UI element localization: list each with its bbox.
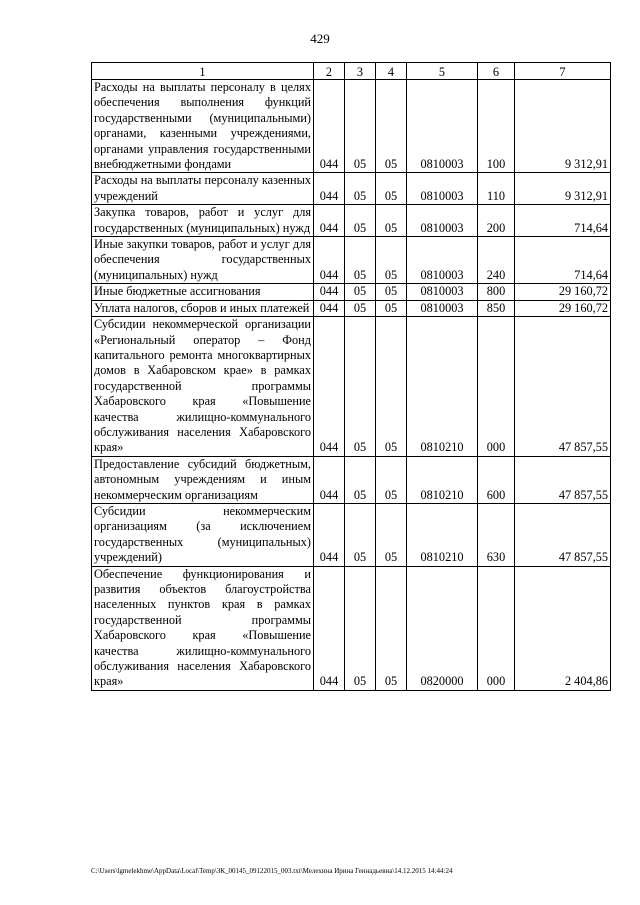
row-name-cell: Обеспечение функционирования и развития объектов благоустройства населенных пунктов края в рамках государственной программы Хабаровского края «Повышение качества жилищно-коммунального обслуживания населения Хабаровского края» <box>92 566 314 690</box>
amount-cell: 47 857,55 <box>515 456 611 503</box>
section-code-cell: 05 <box>345 284 376 300</box>
expense-type-cell: 800 <box>478 284 515 300</box>
target-article-cell: 0810210 <box>407 317 478 457</box>
table-row <box>92 300 611 316</box>
subsection-code-cell: 05 <box>376 80 407 173</box>
ministry-code-cell: 044 <box>314 173 345 205</box>
amount-cell: 714,64 <box>515 205 611 237</box>
amount-cell: 714,64 <box>515 237 611 284</box>
table-row <box>92 284 611 300</box>
ministry-code-cell: 044 <box>314 317 345 457</box>
expense-type-cell: 600 <box>478 456 515 503</box>
section-code-cell: 05 <box>345 205 376 237</box>
column-header: 7 <box>515 63 611 80</box>
row-name-cell: Субсидии некоммерческим организациям (за исключением государственных (муниципальных) учреждений) <box>92 503 314 566</box>
subsection-code-cell: 05 <box>376 317 407 457</box>
subsection-code-cell: 05 <box>376 237 407 284</box>
subsection-code-cell: 05 <box>376 173 407 205</box>
table-row <box>92 566 611 690</box>
section-code-cell: 05 <box>345 300 376 316</box>
section-code-cell: 05 <box>345 503 376 566</box>
ministry-code-cell: 044 <box>314 456 345 503</box>
subsection-code-cell: 05 <box>376 456 407 503</box>
expense-type-cell: 240 <box>478 237 515 284</box>
subsection-code-cell: 05 <box>376 566 407 690</box>
footer-file-path: C:\Users\lgmelekhme\AppData\Local\Temp\ЗК_00145_09122015_003.txt\Мелехина Ирина Геннадьевна\14.12.2015 14:44:24 <box>91 867 453 875</box>
subsection-code-cell: 05 <box>376 300 407 316</box>
expense-type-cell: 850 <box>478 300 515 316</box>
row-name-cell: Закупка товаров, работ и услуг для государственных (муниципальных) нужд <box>92 205 314 237</box>
table-row <box>92 80 611 173</box>
row-name-cell: Предоставление субсидий бюджетным, автономным учреждениям и иным некоммерческим организациям <box>92 456 314 503</box>
target-article-cell: 0810003 <box>407 205 478 237</box>
section-code-cell: 05 <box>345 80 376 173</box>
ministry-code-cell: 044 <box>314 237 345 284</box>
ministry-code-cell: 044 <box>314 503 345 566</box>
amount-cell: 47 857,55 <box>515 317 611 457</box>
page-number: 429 <box>310 31 330 46</box>
table-row <box>92 237 611 284</box>
amount-cell: 9 312,91 <box>515 173 611 205</box>
expense-type-cell: 110 <box>478 173 515 205</box>
subsection-code-cell: 05 <box>376 284 407 300</box>
ministry-code-cell: 044 <box>314 300 345 316</box>
table-row <box>92 317 611 457</box>
row-name-cell: Расходы на выплаты персоналу в целях обеспечения выполнения функций государственными (муниципальными) органами, казенными учреждениями, органами управления государственными внебюджетными фондами <box>92 80 314 173</box>
subsection-code-cell: 05 <box>376 205 407 237</box>
section-code-cell: 05 <box>345 317 376 457</box>
row-name-cell: Расходы на выплаты персоналу казенных учреждений <box>92 173 314 205</box>
table-body <box>92 80 611 691</box>
expense-type-cell: 200 <box>478 205 515 237</box>
row-name-cell: Иные бюджетные ассигнования <box>92 284 314 300</box>
ministry-code-cell: 044 <box>314 566 345 690</box>
column-header: 5 <box>407 63 478 80</box>
target-article-cell: 0810003 <box>407 173 478 205</box>
row-name-cell: Уплата налогов, сборов и иных платежей <box>92 300 314 316</box>
column-header: 6 <box>478 63 515 80</box>
row-name-cell: Иные закупки товаров, работ и услуг для обеспечения государственных (муниципальных) нужд <box>92 237 314 284</box>
column-header: 4 <box>376 63 407 80</box>
table-row <box>92 173 611 205</box>
amount-cell: 29 160,72 <box>515 284 611 300</box>
ministry-code-cell: 044 <box>314 80 345 173</box>
amount-cell: 2 404,86 <box>515 566 611 690</box>
target-article-cell: 0820000 <box>407 566 478 690</box>
column-header: 2 <box>314 63 345 80</box>
amount-cell: 47 857,55 <box>515 503 611 566</box>
header-row <box>92 63 611 80</box>
target-article-cell: 0810003 <box>407 284 478 300</box>
amount-cell: 9 312,91 <box>515 80 611 173</box>
column-header: 1 <box>92 63 314 80</box>
table-row <box>92 456 611 503</box>
expense-type-cell: 000 <box>478 566 515 690</box>
column-header: 3 <box>345 63 376 80</box>
budget-table <box>91 62 611 691</box>
table-header <box>92 63 611 80</box>
amount-cell: 29 160,72 <box>515 300 611 316</box>
row-name-cell: Субсидии некоммерческой организации «Региональный оператор – Фонд капитального ремонта многоквартирных домов в Хабаровском крае» в рамках государственной программы Хабаровского края «Повышение качества жилищно-коммунального обслуживания населения Хабаровского края» <box>92 317 314 457</box>
target-article-cell: 0810003 <box>407 80 478 173</box>
table-row <box>92 205 611 237</box>
ministry-code-cell: 044 <box>314 205 345 237</box>
section-code-cell: 05 <box>345 237 376 284</box>
section-code-cell: 05 <box>345 173 376 205</box>
expense-type-cell: 100 <box>478 80 515 173</box>
target-article-cell: 0810003 <box>407 300 478 316</box>
target-article-cell: 0810210 <box>407 456 478 503</box>
subsection-code-cell: 05 <box>376 503 407 566</box>
ministry-code-cell: 044 <box>314 284 345 300</box>
expense-type-cell: 630 <box>478 503 515 566</box>
expense-type-cell: 000 <box>478 317 515 457</box>
target-article-cell: 0810210 <box>407 503 478 566</box>
table-row <box>92 503 611 566</box>
section-code-cell: 05 <box>345 566 376 690</box>
section-code-cell: 05 <box>345 456 376 503</box>
target-article-cell: 0810003 <box>407 237 478 284</box>
